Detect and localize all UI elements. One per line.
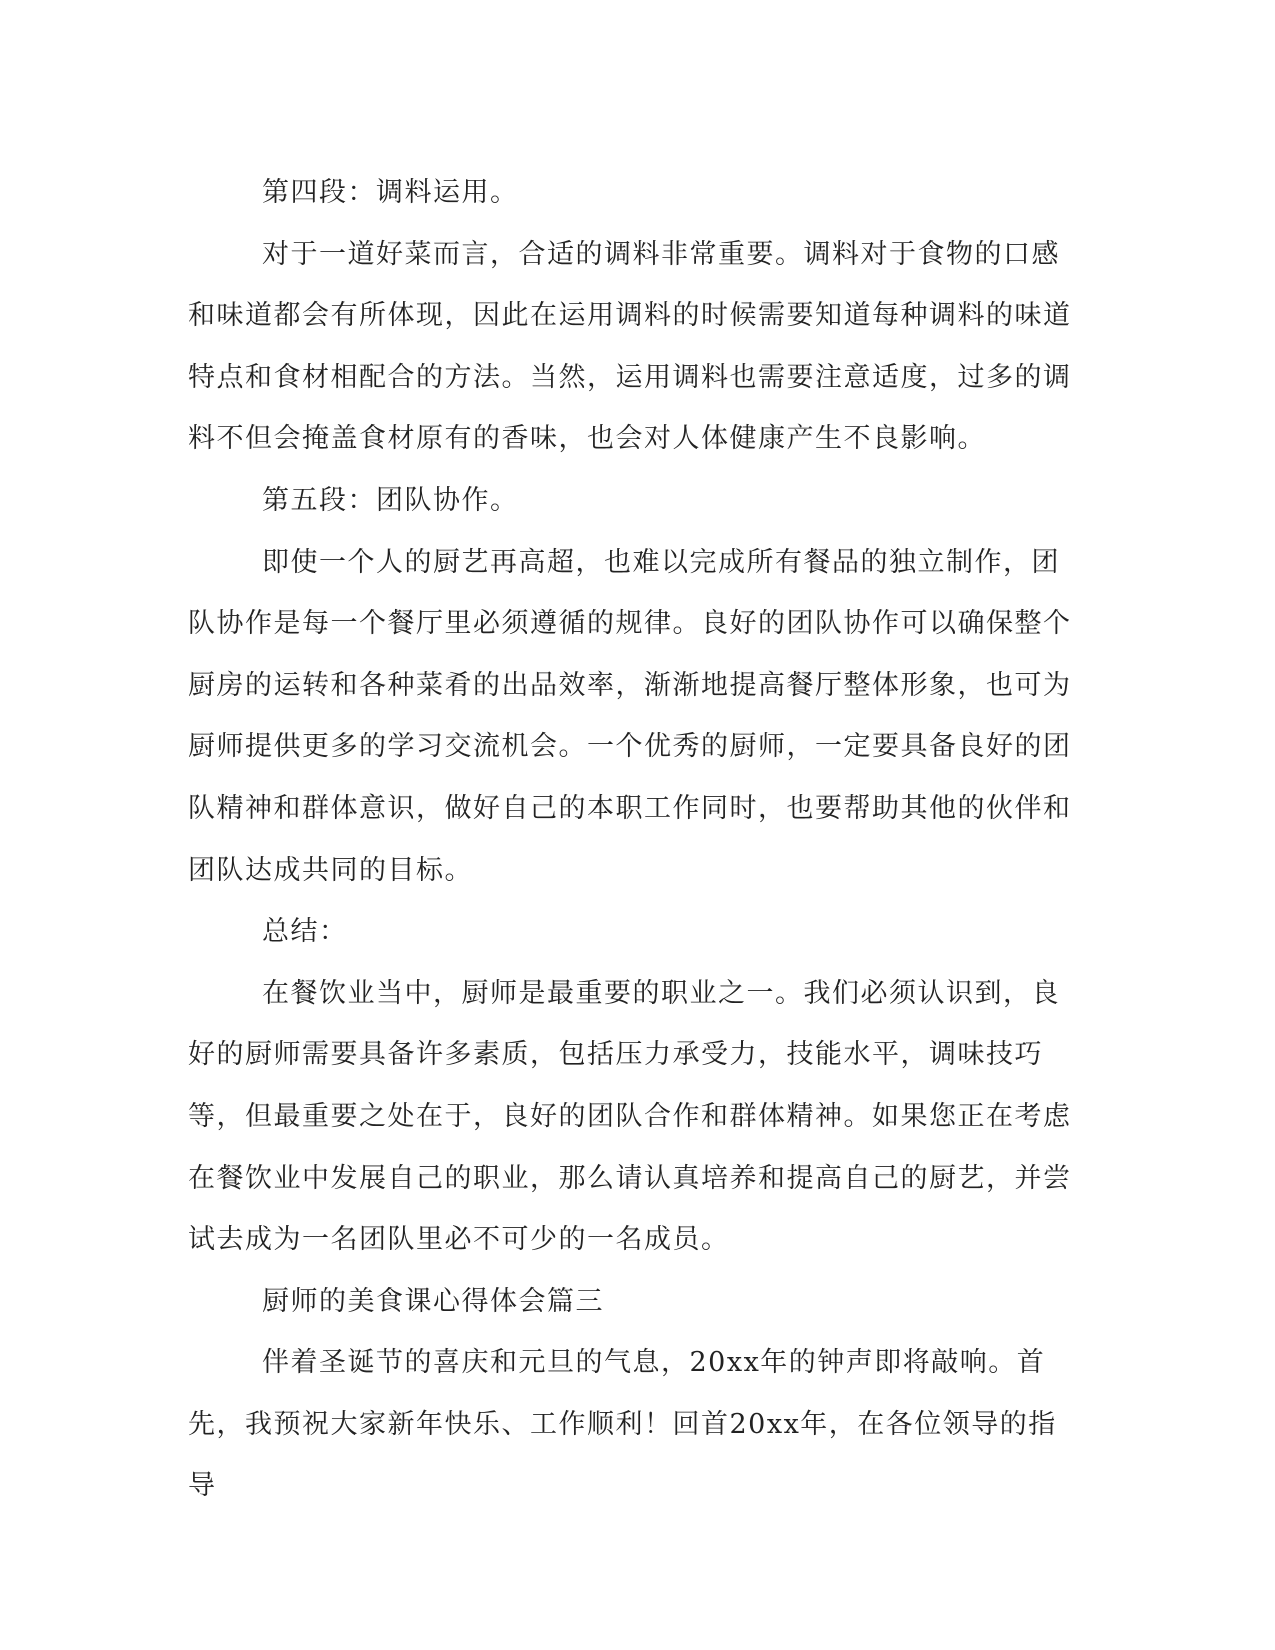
article-title: 厨师的美食课心得体会篇三: [262, 1285, 604, 1317]
body-paragraph: 即使一个人的厨艺再高超，也难以完成所有餐品的独立制作，团队协作是每一个餐厅里必须遵循的规律。良好的团队协作可以确保整个厨房的运转和各种菜肴的出品效率，渐渐地提高餐厅整体形象，也可为厨师提供更多的学习交流机会。一个优秀的厨师，一定要具备良好的团队精神和群体意识，做好自己的本职工作同时，也要帮助其他的伙伴和团队达成共同的目标。: [188, 546, 1072, 886]
section-heading-4: 第四段：调料运用。: [262, 177, 519, 208]
summary-heading: 总结：: [262, 916, 348, 948]
document-body: [188, 162, 1083, 1517]
body-paragraph: 对于一道好菜而言，合适的调料非常重要。调料对于食物的口感和味道都会有所体现，因此在运用调料的时候需要知道每种调料的味道特点和食材相配合的方法。当然，运用调料也需要注意适度，过多的调料不但会掩盖食材原有的香味，也会对人体健康产生不良影响。: [188, 238, 1072, 455]
body-paragraph: 在餐饮业当中，厨师是最重要的职业之一。我们必须认识到，良好的厨师需要具备许多素质，包括压力承受力，技能水平，调味技巧等，但最重要之处在于，良好的团队合作和群体精神。如果您正在考虑在餐饮业中发展自己的职业，那么请认真培养和提高自己的厨艺，并尝试去成为一名团队里必不可少的一名成员。: [188, 977, 1072, 1256]
section-heading-5: 第五段：团队协作。: [262, 484, 519, 516]
body-paragraph: 伴着圣诞节的喜庆和元旦的气息，20xx年的钟声即将敲响。首先，我预祝大家新年快乐、工作顺利！回首20xx年，在各位领导的指导: [188, 1347, 1057, 1502]
